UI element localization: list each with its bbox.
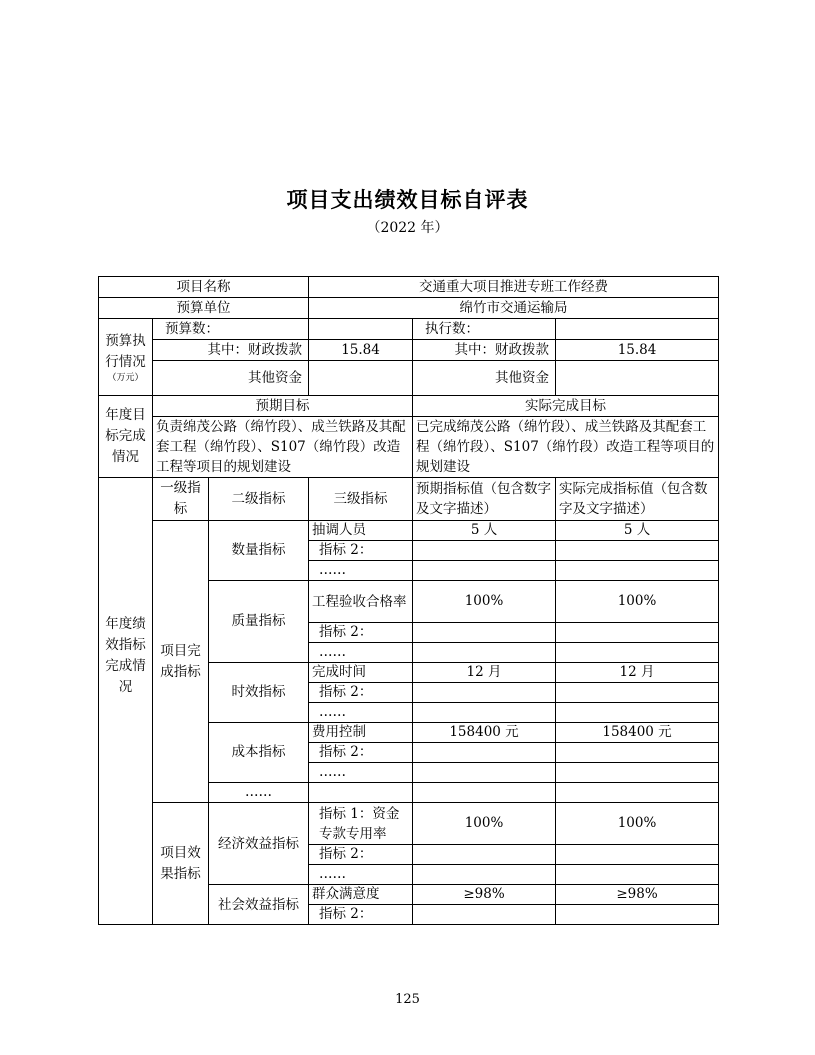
cost-item-2: 指标 2： xyxy=(309,743,413,763)
empty-cell xyxy=(413,683,556,703)
indicators-section-label: 年度绩效指标完成情况 xyxy=(99,478,153,925)
output-indicator-label: 项目完成指标 xyxy=(153,521,209,803)
social-indicator-label: 社会效益指标 xyxy=(209,885,309,925)
quality-expected-1: 100% xyxy=(413,581,556,623)
level1-header: 一级指标 xyxy=(153,478,209,521)
quantity-item-1: 抽调人员 xyxy=(309,521,413,541)
empty-cell xyxy=(413,643,556,663)
budget-num-label: 预算数： xyxy=(153,319,309,340)
empty-cell xyxy=(556,783,719,803)
fiscal-label: 其中：财政拨款 xyxy=(153,340,309,361)
timeliness-indicator-label: 时效指标 xyxy=(209,663,309,723)
economic-actual-1: 100% xyxy=(556,803,719,845)
timeliness-item-2: 指标 2： xyxy=(309,683,413,703)
budget-num-value xyxy=(309,319,413,340)
quality-item-1: 工程验收合格率 xyxy=(309,581,413,623)
empty-cell xyxy=(413,783,556,803)
actual-goal-text: 已完成绵茂公路（绵竹段）、成兰铁路及其配套工程（绵竹段）、S107（绵竹段）改造工程等项目的规划建设 xyxy=(413,417,719,478)
empty-cell xyxy=(556,541,719,561)
economic-item-1: 指标 1：资金专款专用率 xyxy=(309,803,413,845)
level2-ellipsis: …… xyxy=(209,783,309,803)
empty-cell xyxy=(413,561,556,581)
fiscal-label-exec: 其中：财政拨款 xyxy=(413,340,556,361)
page-number: 125 xyxy=(395,992,420,1007)
cost-item-ellipsis: …… xyxy=(309,763,413,783)
budget-unit-value: 绵竹市交通运输局 xyxy=(309,298,719,319)
cost-expected-1: 158400 元 xyxy=(413,723,556,743)
expected-goal-text: 负责绵茂公路（绵竹段）、成兰铁路及其配套工程（绵竹段）、S107（绵竹段）改造工程等项目的规划建设 xyxy=(153,417,413,478)
empty-cell xyxy=(556,683,719,703)
actual-goal-header: 实际完成目标 xyxy=(413,396,719,417)
empty-cell xyxy=(556,905,719,925)
empty-cell xyxy=(309,783,413,803)
social-actual-1: ≥98% xyxy=(556,885,719,905)
empty-cell xyxy=(556,743,719,763)
empty-cell xyxy=(413,865,556,885)
quantity-actual-1: 5 人 xyxy=(556,521,719,541)
cost-indicator-label: 成本指标 xyxy=(209,723,309,783)
empty-cell xyxy=(556,865,719,885)
empty-cell xyxy=(556,845,719,865)
empty-cell xyxy=(556,623,719,643)
timeliness-item-1: 完成时间 xyxy=(309,663,413,683)
empty-cell xyxy=(556,643,719,663)
timeliness-actual-1: 12 月 xyxy=(556,663,719,683)
quantity-item-ellipsis: …… xyxy=(309,561,413,581)
other-funds-label: 其他资金 xyxy=(153,361,309,396)
exec-num-label: 执行数： xyxy=(413,319,556,340)
empty-cell xyxy=(413,905,556,925)
fiscal-budget-value: 15.84 xyxy=(309,340,413,361)
empty-cell xyxy=(413,743,556,763)
cost-item-1: 费用控制 xyxy=(309,723,413,743)
economic-item-ellipsis: …… xyxy=(309,865,413,885)
empty-cell xyxy=(556,763,719,783)
expected-value-header: 预期指标值（包含数字及文字描述） xyxy=(413,478,556,521)
empty-cell xyxy=(413,703,556,723)
actual-value-header: 实际完成指标值（包含数字及文字描述） xyxy=(556,478,719,521)
cost-actual-1: 158400 元 xyxy=(556,723,719,743)
timeliness-item-ellipsis: …… xyxy=(309,703,413,723)
expected-goal-header: 预期目标 xyxy=(153,396,413,417)
economic-item-2: 指标 2： xyxy=(309,845,413,865)
evaluation-table xyxy=(98,276,719,925)
quality-actual-1: 100% xyxy=(556,581,719,623)
level2-header: 二级指标 xyxy=(209,478,309,521)
social-item-1: 群众满意度 xyxy=(309,885,413,905)
economic-indicator-label: 经济效益指标 xyxy=(209,803,309,885)
empty-cell xyxy=(556,561,719,581)
quality-item-ellipsis: …… xyxy=(309,643,413,663)
fiscal-exec-value: 15.84 xyxy=(556,340,719,361)
quantity-indicator-label: 数量指标 xyxy=(209,521,309,581)
quality-item-2: 指标 2： xyxy=(309,623,413,643)
level3-header: 三级指标 xyxy=(309,478,413,521)
budget-unit-label: 预算单位 xyxy=(99,298,309,319)
empty-cell xyxy=(413,623,556,643)
goals-section-label: 年度目标完成情况 xyxy=(99,396,153,478)
exec-num-value xyxy=(556,319,719,340)
empty-cell xyxy=(413,845,556,865)
other-funds-budget xyxy=(309,361,413,396)
empty-cell xyxy=(413,541,556,561)
social-item-2: 指标 2： xyxy=(309,905,413,925)
budget-section-label: 预算执行情况 （万元） xyxy=(99,319,153,396)
project-name-label: 项目名称 xyxy=(99,277,309,298)
effect-indicator-label: 项目效果指标 xyxy=(153,803,209,925)
quality-indicator-label: 质量指标 xyxy=(209,581,309,663)
quantity-item-2: 指标 2： xyxy=(309,541,413,561)
project-name-value: 交通重大项目推进专班工作经费 xyxy=(309,277,719,298)
other-funds-label-exec: 其他资金 xyxy=(413,361,556,396)
empty-cell xyxy=(556,703,719,723)
year-subtitle: （2022 年） xyxy=(366,220,449,236)
quantity-expected-1: 5 人 xyxy=(413,521,556,541)
empty-cell xyxy=(413,763,556,783)
page-title: 项目支出绩效目标自评表 xyxy=(286,188,529,212)
social-expected-1: ≥98% xyxy=(413,885,556,905)
economic-expected-1: 100% xyxy=(413,803,556,845)
timeliness-expected-1: 12 月 xyxy=(413,663,556,683)
other-funds-exec xyxy=(556,361,719,396)
